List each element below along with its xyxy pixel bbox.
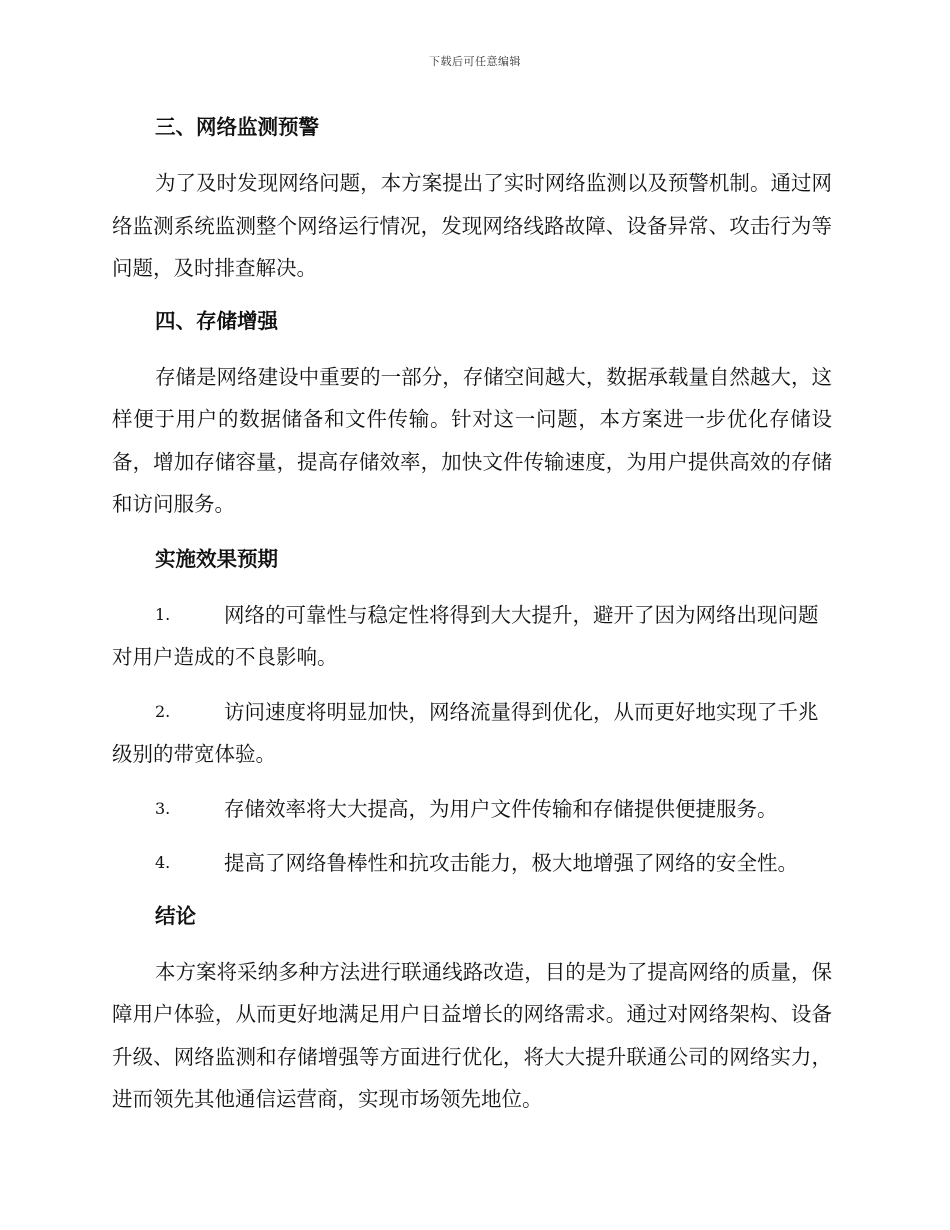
list-item xyxy=(112,594,832,679)
header-note: 下载后可任意编辑 xyxy=(429,55,521,68)
list-item xyxy=(112,842,832,885)
list-item-text: 存储效率将大大提高，为用户文件传输和存储提供便捷服务。 xyxy=(224,796,778,821)
list-item-text: 访问速度将明显加快，网络流量得到优化，从而更好地实现了千兆级别的带宽体验。 xyxy=(112,699,819,766)
list-item xyxy=(112,691,832,776)
paragraph-storage: 存储是网络建设中重要的一部分，存储空间越大，数据承载量自然越大，这样便于用户的数据储备和文件传输。针对这一问题，本方案进一步优化存储设备，增加存储容量，提高存储效率，加快文件传输速度，为用户提供高效的存储和访问服务。 xyxy=(112,364,832,516)
list-number: 1. xyxy=(155,604,171,624)
section-heading-network-monitoring: 三、网络监测预警 xyxy=(155,115,319,139)
list-item-text: 提高了网络鲁棒性和抗攻击能力，极大地增强了网络的安全性。 xyxy=(224,851,798,875)
list-number: 4. xyxy=(155,853,171,872)
section-heading-conclusion: 结论 xyxy=(155,903,196,928)
list-item xyxy=(112,788,832,831)
document-body xyxy=(112,108,832,1121)
paragraph-conclusion: 本方案将采纳多种方法进行联通线路改造，目的是为了提高网络的质量，保障用户体验，从而更好地满足用户日益增长的网络需求。通过对网络架构、设备升级、网络监测和存储增强等方面进行优化，将大大提升联通公司的网络实力，进而领先其他通信运营商，实现市场领先地位。 xyxy=(112,959,832,1111)
paragraph-network-monitoring: 为了及时发现网络问题，本方案提出了实时网络监测以及预警机制。通过网络监测系统监测整个网络运行情况，发现网络线路故障、设备异常、攻击行为等问题，及时排查解决。 xyxy=(112,171,832,280)
list-number: 2. xyxy=(155,701,171,721)
list-number: 3. xyxy=(155,798,171,818)
section-heading-storage: 四、存储增强 xyxy=(155,308,278,333)
section-heading-expected-effects: 实施效果预期 xyxy=(155,546,278,571)
list-item-text: 网络的可靠性与稳定性将得到大大提升，避开了因为网络出现问题对用户造成的不良影响。 xyxy=(112,602,819,669)
